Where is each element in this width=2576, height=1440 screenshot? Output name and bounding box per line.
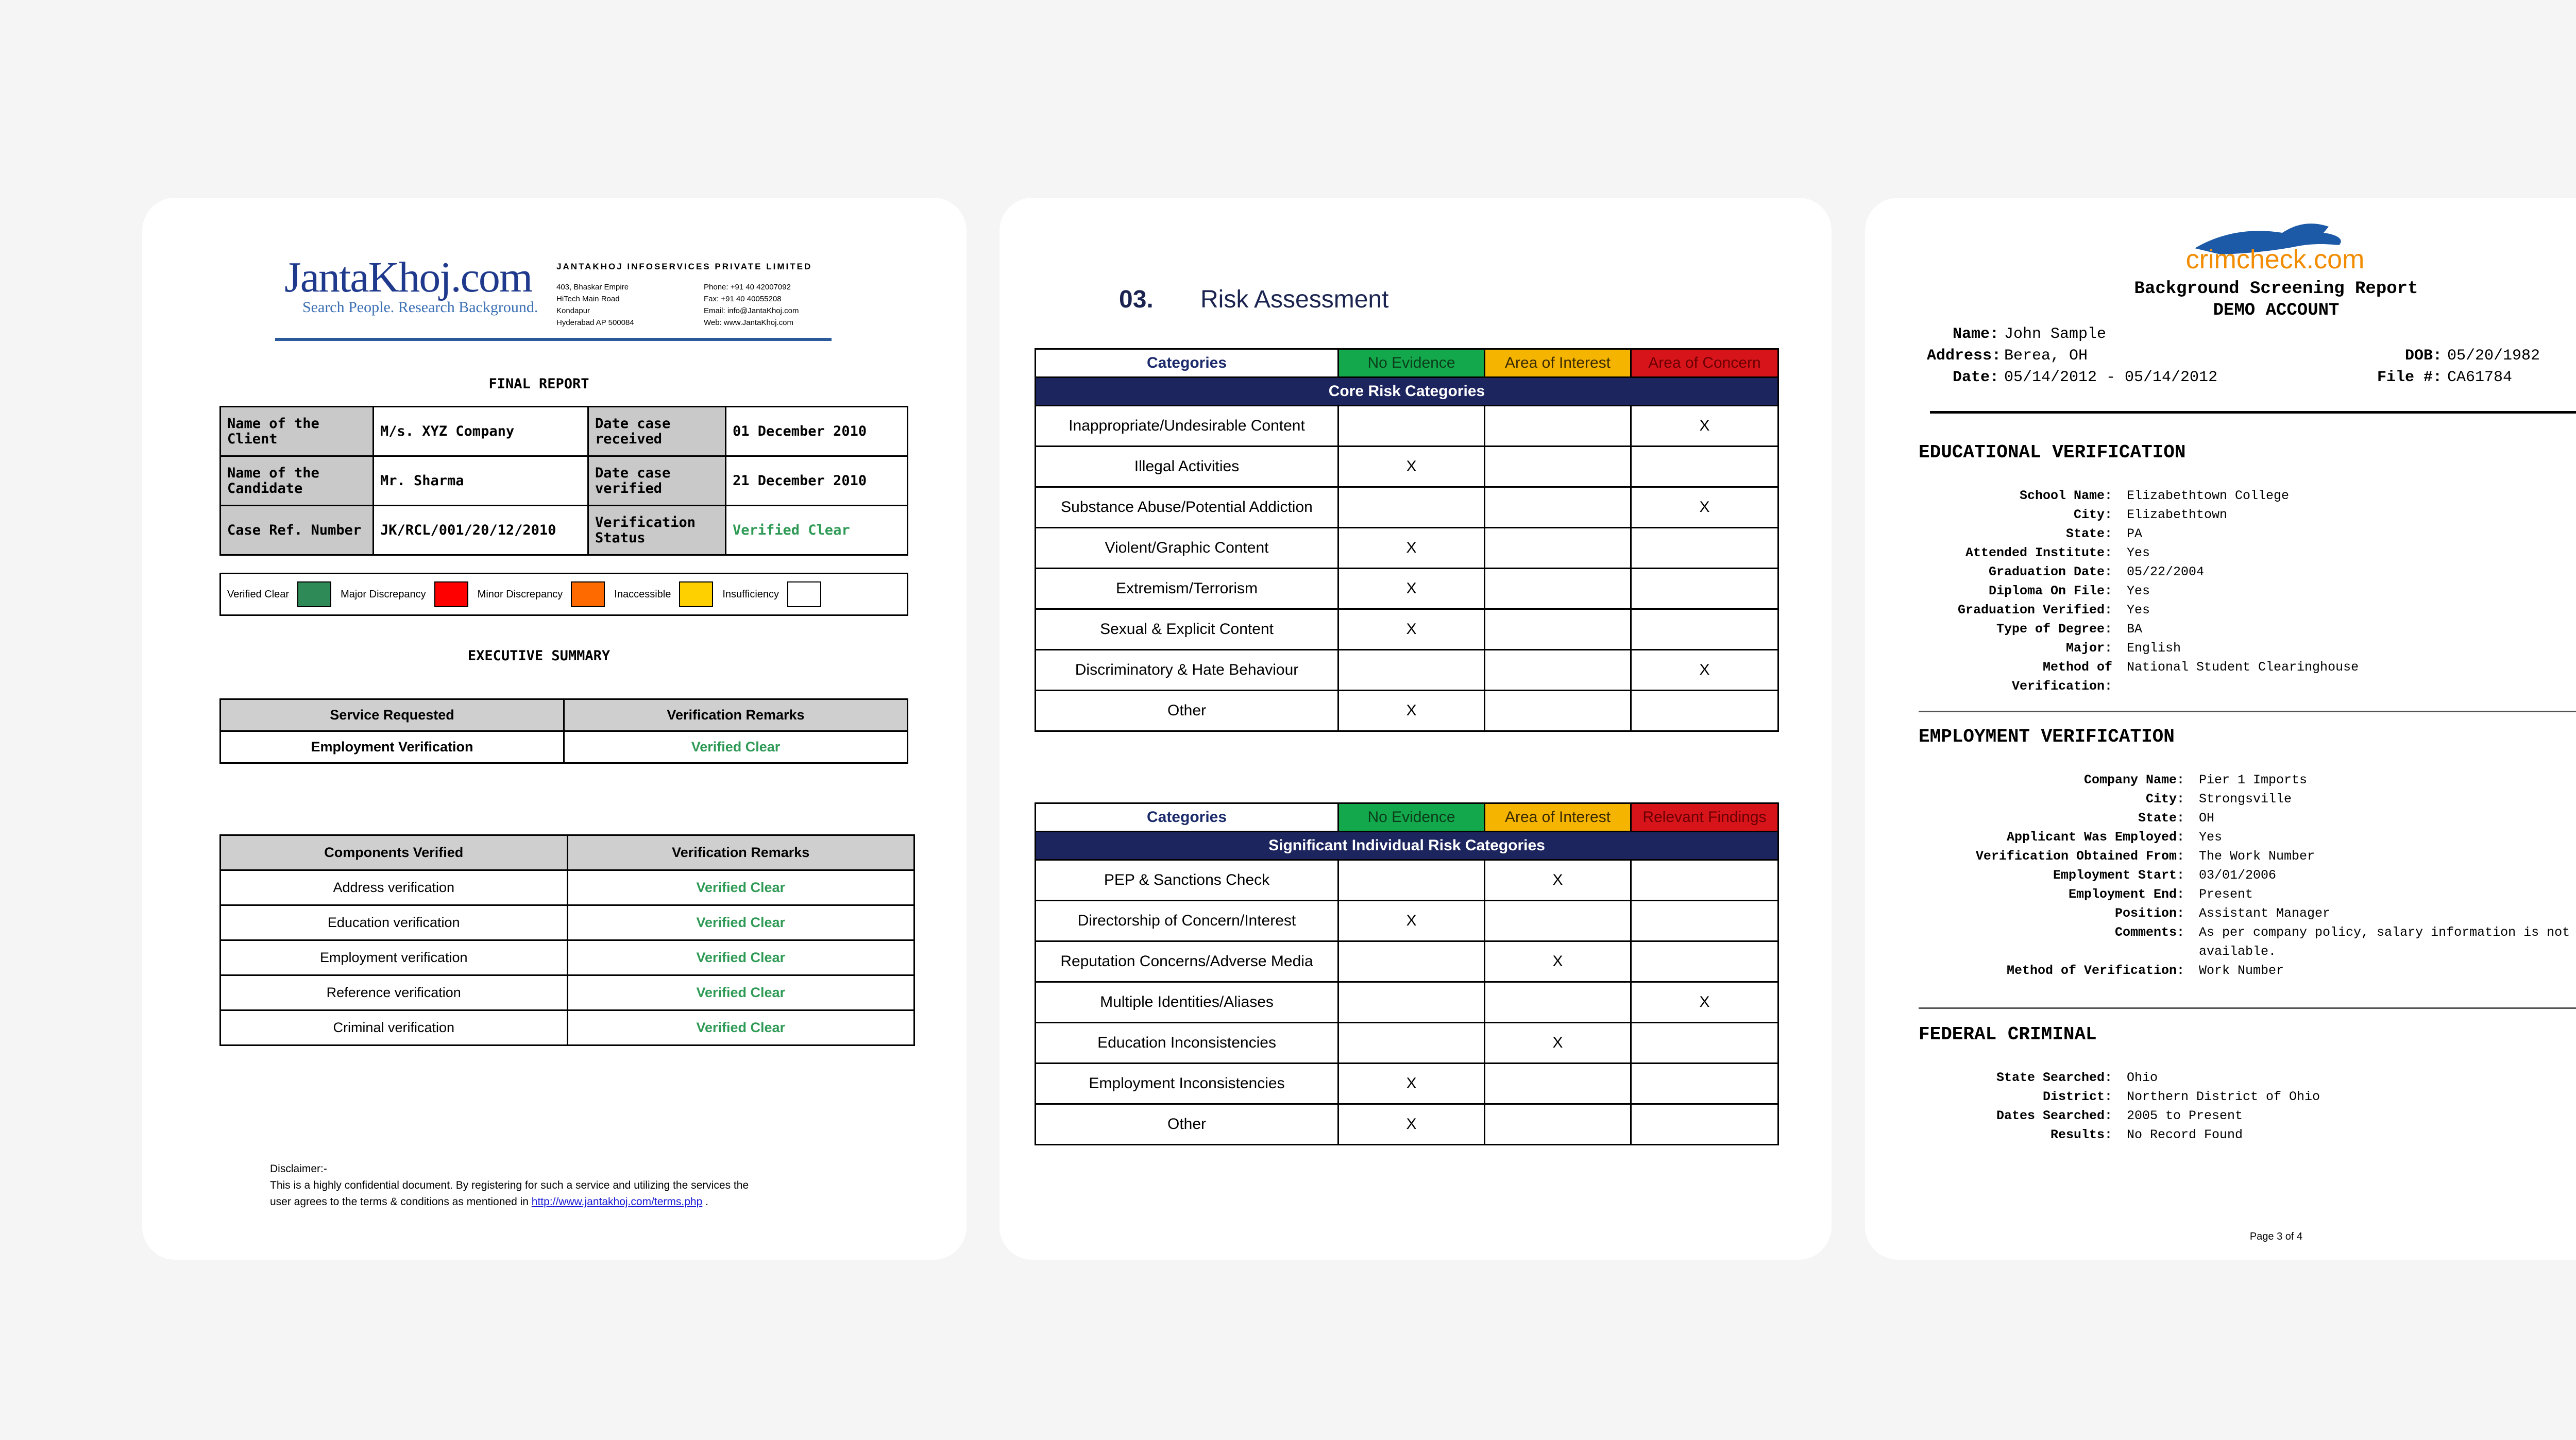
section-title: Risk Assessment (1200, 286, 1389, 313)
field-value: BA (2127, 622, 2143, 637)
risk-category-label: Discriminatory & Hate Behaviour (1036, 650, 1338, 691)
legend-label: Verified Clear (227, 588, 290, 600)
field-row (1937, 1125, 2487, 1144)
field-row (1937, 770, 2576, 790)
field-row (1937, 923, 2576, 961)
risk-mark-cell: X (1338, 901, 1485, 941)
risk-mark-cell: X (1338, 447, 1485, 487)
field-value: Present (2199, 887, 2253, 902)
service-table: Service Requested Verification Remarks Employment Verification Verified Clear (219, 698, 908, 764)
risk-category-label: Multiple Identities/Aliases (1036, 982, 1338, 1023)
risk-mark-cell: X (1338, 528, 1485, 569)
field-label: State: (2138, 811, 2184, 826)
executive-summary-title: EXECUTIVE SUMMARY (467, 648, 611, 664)
field-label: City: (2145, 792, 2184, 807)
table-row (1036, 609, 1778, 650)
table-row: Reference verification Verified Clear (221, 975, 914, 1010)
legend-label: Major Discrepancy (341, 588, 426, 600)
legend-label: Inaccessible (614, 588, 671, 600)
field-value: PA (2127, 526, 2143, 541)
header-rule (1930, 411, 2576, 414)
field-row (1937, 904, 2576, 923)
field-row (1937, 828, 2576, 847)
risk-mark-cell (1338, 1023, 1485, 1064)
field-row (1937, 1068, 2487, 1087)
field-row (1937, 1087, 2487, 1106)
field-row (1937, 562, 2487, 581)
risk-mark-cell (1631, 860, 1778, 901)
risk-mark-cell (1631, 528, 1778, 569)
field-row (1937, 809, 2576, 828)
field-value: Pier 1 Imports (2199, 773, 2308, 787)
field-value: Yes (2127, 545, 2150, 560)
field-value: Elizabethtown (2127, 507, 2228, 522)
field-row (1937, 486, 2487, 505)
field-row (1937, 866, 2576, 885)
table-row: Employment verification Verified Clear (221, 940, 914, 975)
field-label: Results: (2050, 1127, 2112, 1142)
field-value: Elizabethtown College (2127, 488, 2290, 503)
legend-swatch (571, 581, 605, 607)
legend-label: Minor Discrepancy (477, 588, 563, 600)
risk-mark-cell (1631, 1023, 1778, 1064)
risk-mark-cell: X (1631, 406, 1778, 447)
risk-category-label: Directorship of Concern/Interest (1036, 901, 1338, 941)
criminal-title: FEDERAL CRIMINAL (1919, 1024, 2097, 1045)
risk-mark-cell (1338, 860, 1485, 901)
components-table: Components Verified Verification Remarks Address verification Verified Clear Education verification Verified Clear Employment verification Verified Clear Reference verification Verified Clear Criminal verification Verified Clear (219, 834, 915, 1046)
risk-mark-cell (1485, 901, 1631, 941)
field-label: Attended Institute: (1965, 545, 2112, 560)
logo-tagline: Search People. Research Background. (302, 299, 538, 316)
field-row (1937, 581, 2487, 601)
field-row (1937, 601, 2487, 620)
verification-status: Verified Clear (726, 506, 908, 555)
table-row (1036, 982, 1778, 1023)
core-risk-table: Categories No Evidence Area of Interest Area of Concern Core Risk Categories Inappropriate/Undesirable Content X Illegal Activities X Substance Abuse/Potential Addiction X Violent/Graphic Content X Extremism/Terrorism X Sexual & Explicit Content X Discriminatory & Hate Behaviour X Other X (1035, 348, 1779, 732)
risk-mark-cell (1631, 901, 1778, 941)
field-value: No Record Found (2127, 1127, 2243, 1142)
section-divider (1919, 1007, 2576, 1009)
field-row (1937, 505, 2487, 524)
legend-swatch (297, 581, 331, 607)
field-row (1937, 790, 2576, 809)
field-value: The Work Number (2199, 849, 2315, 864)
field-value: Work Number (2199, 963, 2284, 978)
field-label: Comments: (2114, 925, 2184, 940)
risk-mark-cell: X (1631, 487, 1778, 528)
section-number: 03. (1119, 286, 1154, 313)
table-row: Education verification Verified Clear (221, 905, 914, 940)
risk-mark-cell: X (1631, 982, 1778, 1023)
risk-mark-cell (1338, 941, 1485, 982)
table-row (1036, 901, 1778, 941)
company-address: 403, Bhaskar Empire HiTech Main Road Kondapur Hyderabad AP 500084 (556, 283, 634, 327)
risk-assessment-page (999, 198, 1832, 1260)
risk-mark-cell (1485, 447, 1631, 487)
table-row (1036, 447, 1778, 487)
risk-mark-cell (1485, 528, 1631, 569)
risk-category-label: PEP & Sanctions Check (1036, 860, 1338, 901)
page-number: Page 3 of 4 (2249, 1231, 2303, 1242)
individual-risk-table: Categories No Evidence Area of Interest Relevant Findings Significant Individual Risk Categories PEP & Sanctions Check X Directorship of Concern/Interest X Reputation Concerns/Adverse Media X Multiple Identities/Aliases X Education Inconsistencies X Employment Inconsistencies X Other X (1035, 802, 1779, 1145)
table-row (1036, 487, 1778, 528)
risk-mark-cell (1631, 447, 1778, 487)
table-row (1036, 860, 1778, 901)
field-label: Employment End: (2068, 887, 2184, 902)
education-fields (1937, 486, 2487, 696)
legend-label: Insufficiency (722, 588, 779, 600)
field-value: 2005 to Present (2127, 1108, 2243, 1123)
field-label: Type of Degree: (1996, 622, 2112, 637)
criminal-fields (1937, 1068, 2487, 1144)
field-label: Major: (2065, 641, 2112, 656)
field-label: Company Name: (2083, 773, 2184, 787)
risk-mark-cell (1631, 1104, 1778, 1145)
field-value: Yes (2199, 830, 2223, 845)
report-date: 05/14/2012 - 05/14/2012 (2004, 369, 2218, 386)
field-value: As per company policy, salary information is not available. (2199, 925, 2570, 959)
risk-category-label: Inappropriate/Undesirable Content (1036, 406, 1338, 447)
table-row (1036, 941, 1778, 982)
risk-mark-cell (1631, 609, 1778, 650)
risk-mark-cell (1631, 569, 1778, 609)
field-label: Verification Obtained From: (1975, 849, 2184, 864)
risk-category-label: Other (1036, 1104, 1338, 1145)
field-label: School Name: (2019, 488, 2112, 503)
risk-mark-cell (1485, 487, 1631, 528)
table-row: Address verification Verified Clear (221, 870, 914, 905)
risk-category-label: Illegal Activities (1036, 447, 1338, 487)
field-label: Employment Start: (2053, 868, 2184, 883)
risk-category-label: Education Inconsistencies (1036, 1023, 1338, 1064)
risk-mark-cell (1485, 982, 1631, 1023)
field-value: Ohio (2127, 1070, 2158, 1085)
field-value: 05/22/2004 (2127, 564, 2205, 579)
employment-fields (1937, 770, 2576, 980)
field-row (1937, 658, 2487, 696)
field-row (1937, 524, 2487, 543)
risk-mark-cell: X (1485, 1023, 1631, 1064)
field-value: OH (2199, 811, 2215, 826)
risk-mark-cell (1338, 406, 1485, 447)
subject-address: Berea, OH (2004, 347, 2088, 365)
field-label: Graduation Verified: (1957, 603, 2112, 618)
field-label: Applicant Was Employed: (2006, 830, 2184, 845)
field-row (1937, 1106, 2487, 1125)
file-number: CA61784 (2447, 369, 2513, 386)
risk-mark-cell (1485, 691, 1631, 731)
risk-mark-cell: X (1485, 941, 1631, 982)
field-value: Northern District of Ohio (2127, 1089, 2320, 1104)
risk-category-label: Violent/Graphic Content (1036, 528, 1338, 569)
field-value: National Student Clearinghouse (2127, 660, 2359, 675)
education-title: EDUCATIONAL VERIFICATION (1919, 442, 2186, 463)
table-row: Criminal verification Verified Clear (221, 1010, 914, 1045)
risk-mark-cell (1485, 569, 1631, 609)
jantakhoj-logo: JantaKhoj.com (284, 253, 532, 301)
risk-mark-cell: X (1338, 609, 1485, 650)
company-name: JANTAKHOJ INFOSERVICES PRIVATE LIMITED (556, 262, 812, 271)
risk-category-label: Sexual & Explicit Content (1036, 609, 1338, 650)
legend-swatch (679, 581, 713, 607)
field-value: English (2127, 641, 2181, 656)
field-value: Assistant Manager (2199, 906, 2331, 921)
field-value: Yes (2127, 603, 2150, 618)
field-label: Graduation Date: (1988, 564, 2112, 579)
employment-title: EMPLOYMENT VERIFICATION (1919, 726, 2175, 747)
risk-mark-cell (1485, 406, 1631, 447)
risk-mark-cell (1485, 1104, 1631, 1145)
disclaimer: Disclaimer:- This is a highly confidential document. By registering for such a service and utilizing the services the user agrees to the terms & conditions as mentioned in http://www.jantakhoj.com/terms.php . (270, 1163, 749, 1208)
risk-mark-cell (1338, 487, 1485, 528)
header-divider (275, 338, 832, 341)
table-row (1036, 528, 1778, 569)
legend-swatch (434, 581, 468, 607)
terms-link[interactable]: http://www.jantakhoj.com/terms.php (531, 1196, 703, 1208)
company-contact: Phone: +91 40 42007092 Fax: +91 40 40055208 Email: info@JantaKhoj.com Web: www.JantaKhoj.com (704, 283, 799, 327)
table-row (1036, 1064, 1778, 1104)
field-value: Strongsville (2199, 792, 2292, 807)
risk-mark-cell (1338, 650, 1485, 691)
risk-mark-cell: X (1631, 650, 1778, 691)
legend-swatch (787, 581, 821, 607)
field-label: State Searched: (1996, 1070, 2112, 1085)
final-report-page (142, 198, 967, 1260)
final-report-title: FINAL REPORT (488, 376, 589, 392)
field-label: Dates Searched: (1996, 1108, 2112, 1123)
field-label: Method of Verification: (2011, 660, 2112, 694)
subject-dob: 05/20/1982 (2447, 347, 2540, 365)
field-value: Yes (2127, 584, 2150, 598)
risk-category-label: Reputation Concerns/Adverse Media (1036, 941, 1338, 982)
risk-category-label: Other (1036, 691, 1338, 731)
screening-report-page: crimcheck.com Background Screening Report DEMO ACCOUNT Name: John Sample Address: Berea, OH Date: 05/14/2012 - 05/14/2012 DOB: 05/20/1982 File #: CA61784 EDUCATIONAL VERIFICATION School Name: Elizabethtown College City: Elizabethtown State: PA Attended Institute: Yes Graduation Date: 05/22/2004 Diploma On File: Yes Graduation Verified: Yes Type of Degree: BA Major: English Method of Verification:National Student Clearinghouse EMPLOYMENT VERIFICATION Company Name: Pier 1 Imports City: Strongsville State: OH Applicant Was Employed: Yes Verification Obtained From: The Work Number Employment Start: 03/01/2006 Employment End: Present Position: Assistant Manager Comments: As per company policy, salary information is not available. Method of Verification: Work Number FEDERAL CRIMINAL State Searched: Ohio District: Northern District of Ohio Dates Searched: 2005 to Present Results: No Record Found Page 3 of 4 (1865, 198, 2576, 1260)
field-label: District: (2042, 1089, 2112, 1104)
table-row (1036, 691, 1778, 731)
risk-mark-cell: X (1338, 1104, 1485, 1145)
field-row (1937, 639, 2487, 658)
field-row (1937, 961, 2576, 980)
risk-mark-cell (1338, 982, 1485, 1023)
status-legend (219, 573, 908, 616)
field-value: 03/01/2006 (2199, 868, 2277, 883)
case-info-table: Name of the Client M/s. XYZ Company Date case received 01 December 2010 Name of the Candidate Mr. Sharma Date case verified 21 December 2010 Case Ref. Number JK/RCL/001/20/12/2010 Verification Status Verified Clear (219, 406, 908, 556)
field-row (1937, 847, 2576, 866)
table-row (1036, 650, 1778, 691)
field-label: Method of Verification: (2006, 963, 2184, 978)
risk-mark-cell: X (1338, 569, 1485, 609)
account-label: DEMO ACCOUNT (2213, 301, 2340, 320)
field-label: Position: (2114, 906, 2184, 921)
risk-mark-cell (1631, 941, 1778, 982)
table-row (1036, 1104, 1778, 1145)
risk-category-label: Substance Abuse/Potential Addiction (1036, 487, 1338, 528)
table-row (1036, 406, 1778, 447)
section-divider (1919, 711, 2576, 712)
risk-mark-cell (1631, 1064, 1778, 1104)
table-row (1036, 1023, 1778, 1064)
risk-mark-cell (1485, 650, 1631, 691)
field-row (1937, 543, 2487, 562)
field-label: State: (2065, 526, 2112, 541)
report-title: Background Screening Report (2134, 279, 2418, 299)
crimcheck-logo: crimcheck.com (2174, 212, 2376, 273)
risk-mark-cell: X (1338, 691, 1485, 731)
risk-category-label: Employment Inconsistencies (1036, 1064, 1338, 1104)
subject-name: John Sample (2004, 325, 2107, 343)
risk-category-label: Extremism/Terrorism (1036, 569, 1338, 609)
risk-mark-cell (1485, 609, 1631, 650)
table-row (1036, 569, 1778, 609)
field-row (1937, 620, 2487, 639)
field-row (1937, 885, 2576, 904)
risk-mark-cell (1631, 691, 1778, 731)
risk-mark-cell: X (1338, 1064, 1485, 1104)
risk-mark-cell (1485, 1064, 1631, 1104)
risk-mark-cell: X (1485, 860, 1631, 901)
field-label: City: (2073, 507, 2112, 522)
field-label: Diploma On File: (1988, 584, 2112, 598)
